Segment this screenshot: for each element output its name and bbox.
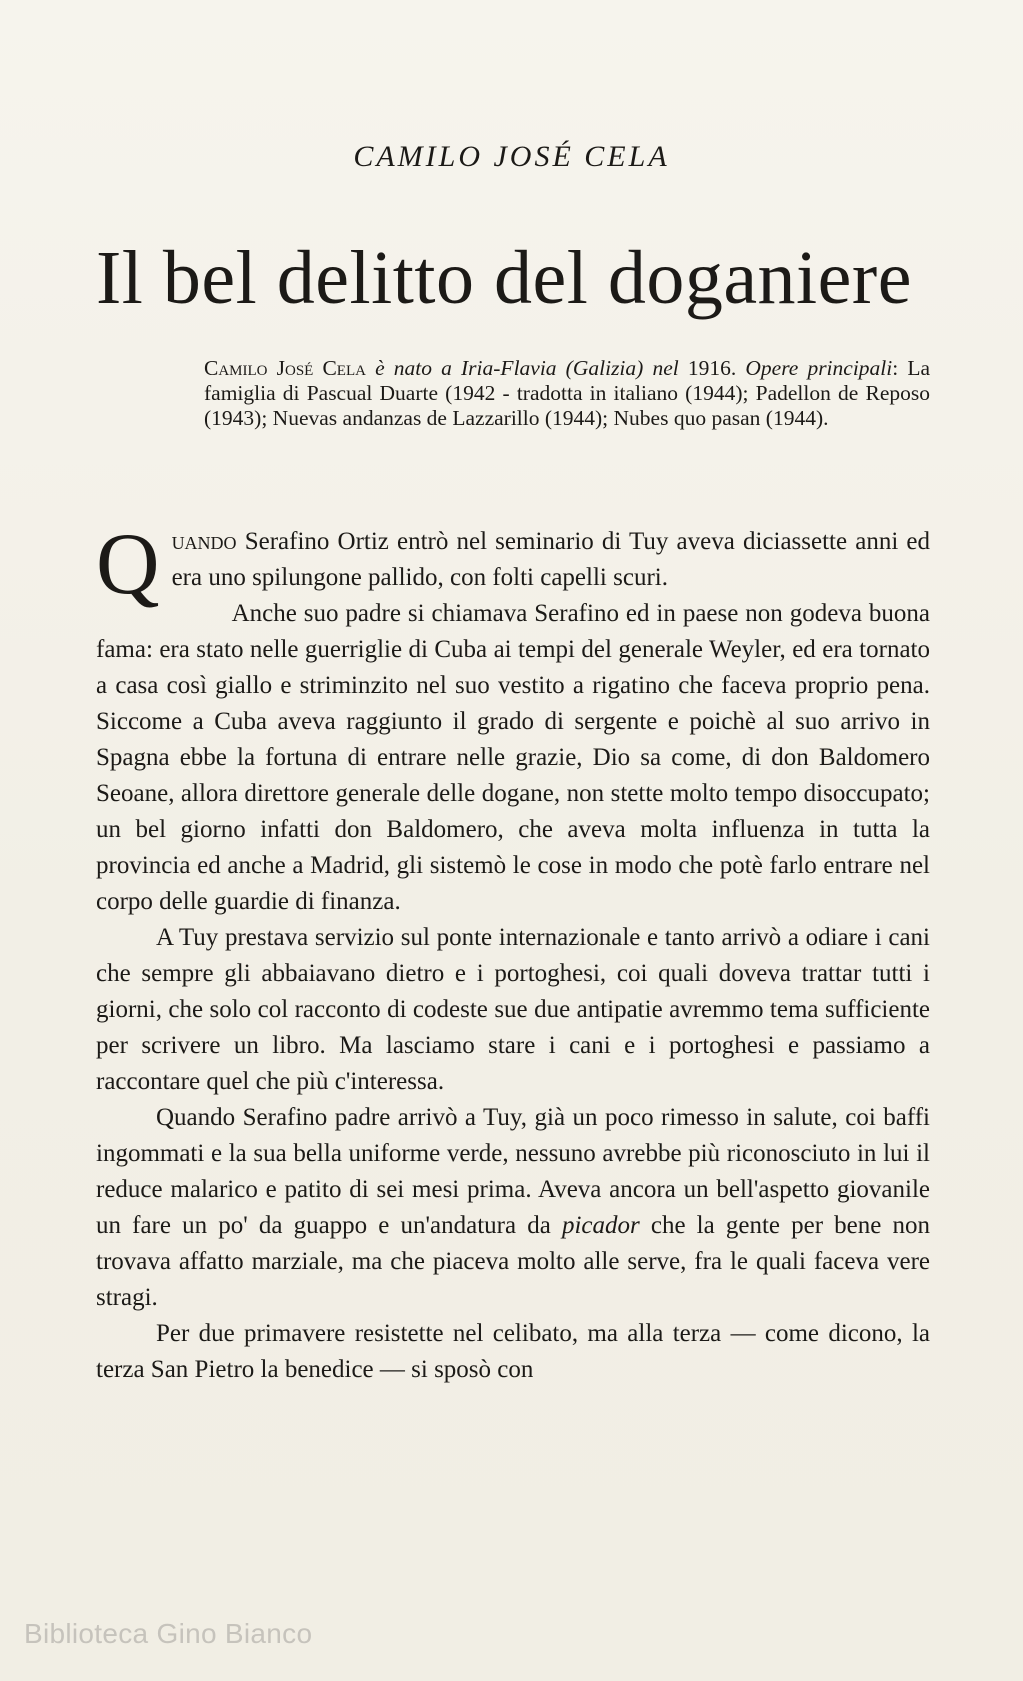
bio-born-text: è nato a Iria-Flavia (Galizia) nel bbox=[375, 356, 679, 380]
author-heading: CAMILO JOSÉ CELA bbox=[353, 140, 670, 173]
story-title: Il bel delitto del doganiere bbox=[96, 236, 912, 320]
paragraph-4-text-a: Quando Serafino padre arrivò a Tuy, già un poco rimesso in salute, coi baffi ingommati e la sua bella uniforme verde, nessuno avrebbe più riconosciuto in lui il reduce malarico e patito di sei mesi prima. Aveva ancora un bell'aspetto giovanile un fare un po' da guappo e un'andatura da bbox=[96, 1104, 930, 1239]
paragraph-1 bbox=[96, 516, 930, 613]
author-bio bbox=[204, 356, 930, 431]
paragraph-4-text-b: che la gente per bene non trovava affatto marziale, ma che piaceva molto alle serve, fra le quali faceva vere stragi. bbox=[96, 1212, 930, 1311]
bio-works-text: : La famiglia di Pascual Duarte (1942 - tradotta in italiano (1944); Padellon de Reposo (1943); Nuevas andanzas de Lazzarillo (1944); Nubes quo pasan (1944). bbox=[204, 356, 931, 430]
paragraph-1-text: Serafino Ortiz entrò nel seminario di Tuy aveva diciassette anni ed era uno spilungone pallido, con folti capelli scuri. bbox=[171, 528, 930, 591]
bio-born-year: 1916. bbox=[687, 356, 737, 380]
paragraph-2: Anche suo padre si chiamava Serafino ed in paese non godeva buona fama: era stato nelle guerriglie di Cuba ai tempi del generale Weyler, ed era tornato a casa così giallo e striminzito nel suo vestito a rigatino che faceva proprio pena. Siccome a Cuba aveva raggiunto il grado di sergente e poichè al suo arrivo in Spagna ebbe la fortuna di entrare nelle grazie, Dio sa come, di don Baldomero Seoane, allora direttore generale delle dogane, non stette molto tempo disoccupato; un bel giorno infatti don Baldomero, che aveva molta influenza in tutta la provincia ed anche a Madrid, gli sistemò le cose in modo che potè farlo entrare nel corpo delle guardie di finanza. bbox=[96, 600, 930, 915]
paragraph-3: A Tuy prestava servizio sul ponte internazionale e tanto arrivò a odiare i cani che sempre gli abbaiavano dietro e i portoghesi, coi quali doveva trattar tutti i giorni, che solo col racconto di codeste sue due antipatie avremmo tema sufficiente per scrivere un libro. Ma lasciamo stare i cani e i portoghesi e passiamo a raccontare quel che più c'interessa. bbox=[96, 924, 930, 1095]
paragraph-4-italic: picador bbox=[561, 1212, 640, 1239]
drop-cap: Q bbox=[96, 516, 160, 613]
paragraph-4 bbox=[96, 1100, 930, 1316]
story-body bbox=[96, 516, 930, 1388]
first-word: uando bbox=[171, 528, 237, 555]
bio-author-name: Camilo José Cela bbox=[204, 356, 366, 380]
bio-works-label: Opere principali bbox=[745, 356, 893, 380]
library-watermark: Biblioteca Gino Bianco bbox=[24, 1618, 313, 1649]
paragraph-5: Per due primavere resistette nel celibato, ma alla terza — come dicono, la terza San Pietro la benedice — si sposò con bbox=[96, 1320, 930, 1383]
